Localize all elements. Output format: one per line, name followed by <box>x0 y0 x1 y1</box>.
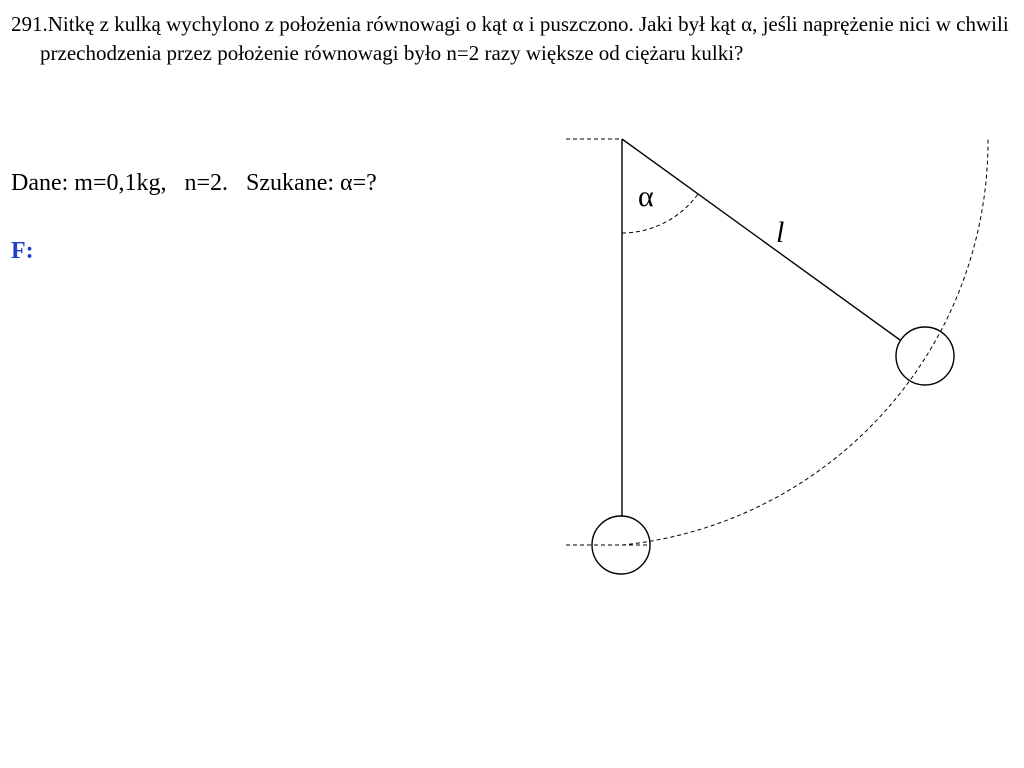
angle-arc <box>622 194 698 233</box>
angle-label: α <box>638 180 654 213</box>
given-values: Dane: m=0,1kg, n=2. Szukane: α=? <box>11 170 377 196</box>
bob-deflected <box>896 327 954 385</box>
deflected-string <box>622 139 900 340</box>
length-label: l <box>776 216 785 249</box>
problem-statement: 291.Nitkę z kulką wychylono z położenia równowagi o kąt α i puszczono. Jaki był kąt α, jeśli naprężenie nici w chwili przechodzenia przez położenie równowagi było n=2 razy większe od ciężaru kulki? <box>11 12 1009 65</box>
solution-label: F: <box>11 238 34 264</box>
bob-equilibrium <box>592 516 650 574</box>
trajectory-arc <box>622 139 988 545</box>
